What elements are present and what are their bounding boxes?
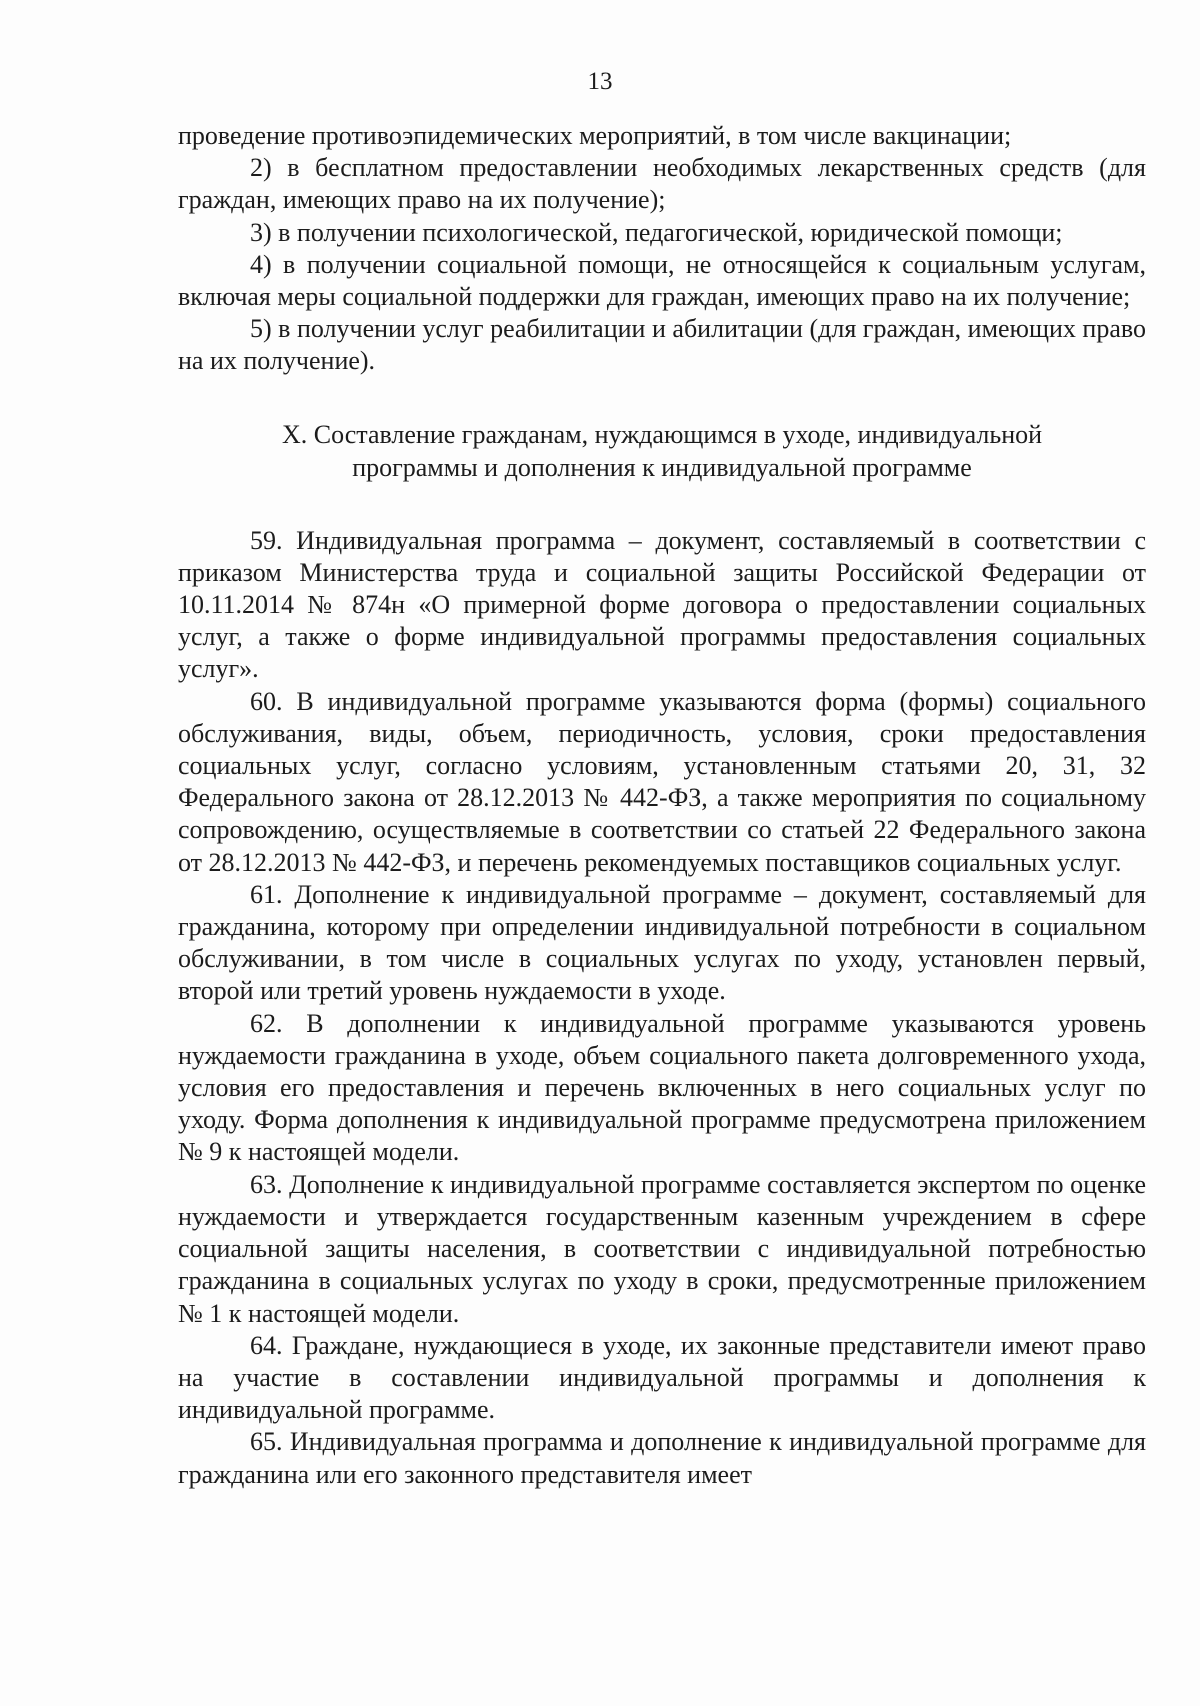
paragraph: 5) в получении услуг реабилитации и абилитации (для граждан, имеющих право на их получение). — [178, 314, 1146, 376]
paragraph: 3) в получении психологической, педагогической, юридической помощи; — [250, 217, 1063, 247]
paragraph: 64. Граждане, нуждающиеся в уходе, их законные представители имеют право на участие в составлении индивидуальной программы и дополнения к индивидуальной программе. — [178, 1330, 1146, 1425]
section-heading-line: X. Составление гражданам, нуждающимся в уходе, индивидуальной — [281, 419, 1043, 449]
paragraph: 4) в получении социальной помощи, не относящейся к социальным услугам, включая меры социальной поддержки для граждан, имеющих право на их получение; — [178, 249, 1146, 312]
paragraph: 60. В индивидуальной программе указываются форма (формы) социального обслуживания, виды, объем, периодичность, условия, сроки предоставления социальных услуг, согласно условиям, установленным статьями 20, 31, 32 Федерального закона от 28.12.2013 № 442-ФЗ, а также мероприятия по социальному сопровождению, осуществляемые в соответствии со статьей 22 Федерального закона от 28.12.2013 № 442-ФЗ, и перечень рекомендуемых поставщиков социальных услуг. — [178, 686, 1146, 877]
paragraph: 61. Дополнение к индивидуальной программе – документ, составляемый для гражданина, которому при определении индивидуальной потребности в социальном обслуживании, в том числе в социальных услугах по уходу, установлен первый, второй или третий уровень нуждаемости в уходе. — [178, 879, 1146, 1006]
paragraph: 63. Дополнение к индивидуальной программе составляется экспертом по оценке нуждаемости и утверждается государственным казенным учреждением в сфере социальной защиты населения, в соответствии с индивидуальной потребностью гражданина в социальных услугах по уходу в сроки, предусмотренные приложением № 1 к настоящей модели. — [178, 1169, 1146, 1328]
paragraph: проведение противоэпидемических мероприятий, в том числе вакцинации; — [178, 121, 1012, 150]
paragraph: 65. Индивидуальная программа и дополнение к индивидуальной программе для гражданина или его законного представителя имеет — [178, 1427, 1146, 1489]
document-body — [178, 120, 1146, 1491]
section-heading — [178, 418, 1146, 484]
paragraph: 62. В дополнении к индивидуальной программе указываются уровень нуждаемости гражданина в уходе, объем социального пакета долговременного ухода, условия его предоставления и перечень включенных в него социальных услуг по уходу. Форма дополнения к индивидуальной программе предусмотрена приложением № 9 к настоящей модели. — [178, 1008, 1146, 1167]
page-number: 13 — [587, 68, 613, 95]
paragraph: 2) в бесплатном предоставлении необходимых лекарственных средств (для граждан, имеющих право на их получение); — [178, 153, 1146, 215]
paragraph: 59. Индивидуальная программа – документ, составляемый в соответствии с приказом Министерства труда и социальной защиты Российской Федерации от 10.11.2014 № 874н «О примерной форме договора о предоставлении социальных услуг, а также о форме индивидуальной программы предоставления социальных услуг». — [178, 525, 1146, 684]
section-heading-line: программы и дополнения к индивидуальной программе — [352, 452, 972, 482]
